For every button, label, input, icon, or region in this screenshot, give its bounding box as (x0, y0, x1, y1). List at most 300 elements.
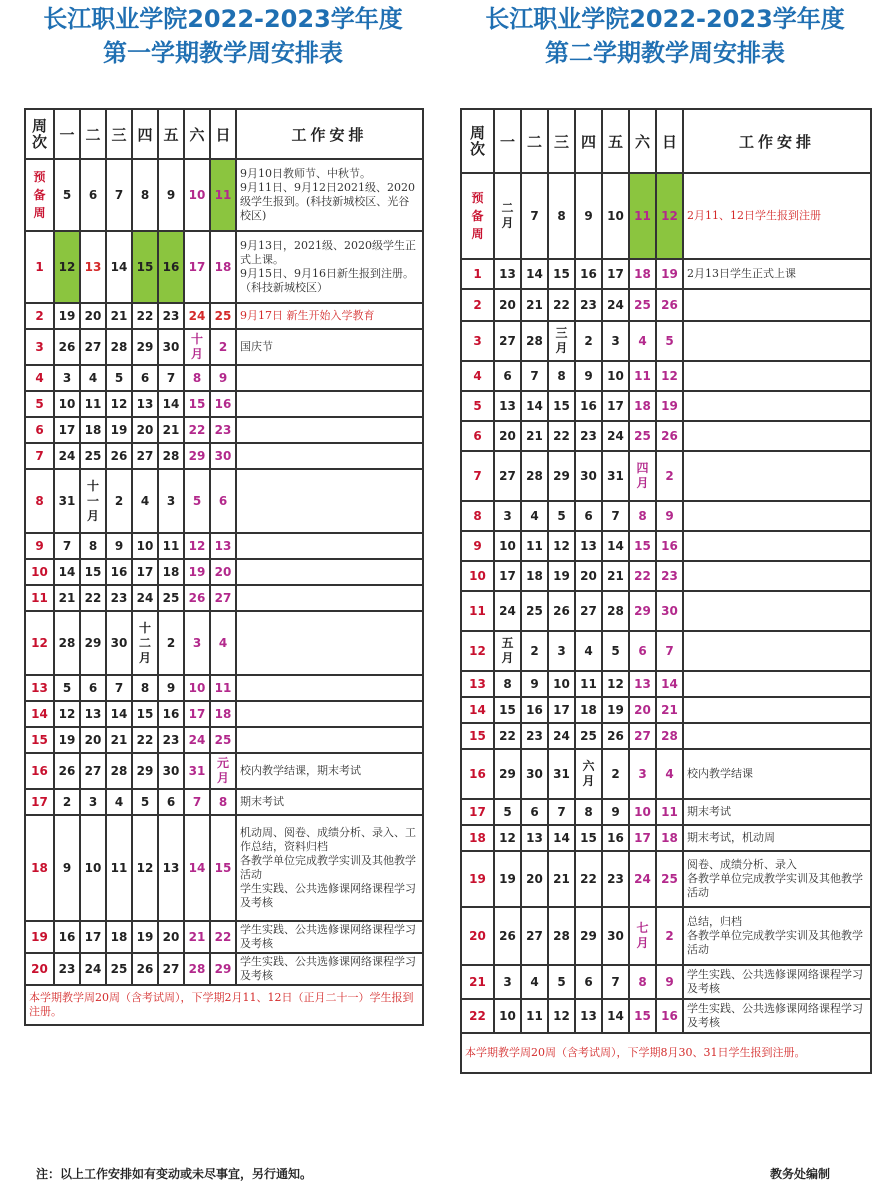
day-cell: 21 (54, 585, 80, 611)
day-cell: 23 (575, 289, 602, 321)
day-cell: 22 (132, 303, 158, 329)
day-cell: 17 (184, 231, 210, 303)
work-note (683, 531, 871, 561)
table-row (461, 749, 871, 799)
day-cell: 十 二 月 (132, 611, 158, 675)
week-number: 2 (25, 303, 54, 329)
work-note (683, 697, 871, 723)
table-row (461, 965, 871, 999)
table-row (25, 921, 423, 953)
day-cell: 10 (184, 159, 210, 231)
work-note: 期末考试 (236, 789, 423, 815)
header-day: 二 (80, 109, 106, 159)
day-cell: 4 (521, 501, 548, 531)
day-cell: 3 (494, 501, 521, 531)
day-cell: 17 (494, 561, 521, 591)
work-note (683, 289, 871, 321)
day-cell: 13 (629, 671, 656, 697)
day-cell: 15 (494, 697, 521, 723)
day-cell: 22 (629, 561, 656, 591)
table-row (461, 321, 871, 361)
day-cell: 19 (656, 259, 683, 289)
day-cell: 10 (494, 999, 521, 1033)
day-cell: 27 (521, 907, 548, 965)
day-cell: 2 (656, 907, 683, 965)
table-row (461, 825, 871, 851)
day-cell: 31 (54, 469, 80, 533)
day-cell: 3 (184, 611, 210, 675)
day-cell: 8 (80, 533, 106, 559)
day-cell: 26 (656, 289, 683, 321)
day-cell: 26 (602, 723, 629, 749)
day-cell: 25 (629, 289, 656, 321)
day-cell: 21 (158, 417, 184, 443)
day-cell: 22 (210, 921, 236, 953)
week-number: 17 (461, 799, 494, 825)
day-cell: 29 (629, 591, 656, 631)
day-cell: 31 (602, 451, 629, 501)
work-note: 机动周、阅卷、成绩分析、录入、工作总结，资料归档 各教学单位完成教学实训及其他教学活动 学生实践、公共选修课网络课程学习及考核 (236, 815, 423, 921)
semester2-schedule-table (460, 108, 872, 1074)
day-cell: 16 (521, 697, 548, 723)
day-cell: 27 (158, 953, 184, 985)
table-row (25, 953, 423, 985)
day-cell: 18 (629, 391, 656, 421)
work-note (236, 417, 423, 443)
day-cell: 13 (80, 701, 106, 727)
table-row (25, 469, 423, 533)
week-number: 19 (25, 921, 54, 953)
day-cell: 元 月 (210, 753, 236, 789)
day-cell: 6 (575, 501, 602, 531)
day-cell: 7 (521, 173, 548, 259)
week-number: 8 (25, 469, 54, 533)
day-cell: 8 (210, 789, 236, 815)
header-day: 三 (106, 109, 132, 159)
table-row (461, 561, 871, 591)
day-cell: 5 (494, 799, 521, 825)
table-footer-note: 本学期教学周20周（含考试周），下学期2月11、12日（正月二十一）学生报到注册。 (25, 985, 423, 1025)
day-cell: 21 (521, 421, 548, 451)
day-cell: 21 (184, 921, 210, 953)
semester2-title-line2: 第二学期教学周安排表 (545, 39, 785, 67)
day-cell: 10 (54, 391, 80, 417)
day-cell: 20 (521, 851, 548, 907)
day-cell: 7 (54, 533, 80, 559)
header-work: 工作安排 (236, 109, 423, 159)
day-cell: 18 (106, 921, 132, 953)
day-cell: 11 (106, 815, 132, 921)
table-row (25, 585, 423, 611)
work-note (683, 631, 871, 671)
header-day: 一 (54, 109, 80, 159)
week-number: 22 (461, 999, 494, 1033)
work-note: 2月11、12日学生报到注册 (683, 173, 871, 259)
day-cell: 6 (521, 799, 548, 825)
day-cell: 5 (54, 675, 80, 701)
work-note (683, 421, 871, 451)
day-cell: 14 (54, 559, 80, 585)
day-cell: 4 (656, 749, 683, 799)
day-cell: 3 (80, 789, 106, 815)
day-cell: 10 (548, 671, 575, 697)
day-cell: 9 (575, 361, 602, 391)
day-cell: 三 月 (548, 321, 575, 361)
day-cell: 28 (548, 907, 575, 965)
work-note (236, 469, 423, 533)
day-cell: 18 (210, 231, 236, 303)
day-cell: 13 (132, 391, 158, 417)
day-cell: 27 (494, 451, 521, 501)
week-number: 10 (25, 559, 54, 585)
day-cell: 9 (158, 675, 184, 701)
work-note (236, 727, 423, 753)
table-row (25, 815, 423, 921)
day-cell: 22 (80, 585, 106, 611)
header-day: 三 (548, 109, 575, 173)
day-cell: 十 月 (184, 329, 210, 365)
day-cell: 6 (629, 631, 656, 671)
day-cell: 26 (548, 591, 575, 631)
day-cell: 23 (158, 727, 184, 753)
day-cell: 4 (132, 469, 158, 533)
day-cell: 18 (210, 701, 236, 727)
day-cell: 29 (210, 953, 236, 985)
day-cell: 10 (602, 173, 629, 259)
day-cell: 21 (548, 851, 575, 907)
day-cell: 23 (656, 561, 683, 591)
day-cell: 27 (80, 329, 106, 365)
day-cell: 29 (80, 611, 106, 675)
day-cell: 2 (602, 749, 629, 799)
day-cell: 17 (54, 417, 80, 443)
table-row (461, 907, 871, 965)
day-cell: 24 (494, 591, 521, 631)
table-row (461, 531, 871, 561)
table-row (461, 697, 871, 723)
day-cell: 9 (210, 365, 236, 391)
day-cell: 7 (521, 361, 548, 391)
day-cell: 15 (629, 531, 656, 561)
day-cell: 10 (629, 799, 656, 825)
day-cell: 28 (54, 611, 80, 675)
week-number: 9 (25, 533, 54, 559)
day-cell: 14 (602, 999, 629, 1033)
day-cell: 16 (158, 231, 184, 303)
day-cell: 11 (521, 999, 548, 1033)
work-note (683, 723, 871, 749)
day-cell: 8 (629, 501, 656, 531)
day-cell: 8 (548, 173, 575, 259)
day-cell: 七 月 (629, 907, 656, 965)
work-note: 阅卷、成绩分析、录入 各教学单位完成教学实训及其他教学活动 (683, 851, 871, 907)
work-note (683, 361, 871, 391)
day-cell: 18 (656, 825, 683, 851)
day-cell: 5 (54, 159, 80, 231)
week-number: 2 (461, 289, 494, 321)
work-note (236, 391, 423, 417)
day-cell: 13 (575, 999, 602, 1033)
week-number: 14 (461, 697, 494, 723)
day-cell: 20 (494, 289, 521, 321)
day-cell: 9 (602, 799, 629, 825)
day-cell: 22 (494, 723, 521, 749)
day-cell: 8 (132, 675, 158, 701)
work-note (236, 533, 423, 559)
day-cell: 25 (575, 723, 602, 749)
day-cell: 9 (656, 965, 683, 999)
day-cell: 21 (106, 303, 132, 329)
week-number: 15 (25, 727, 54, 753)
day-cell: 11 (158, 533, 184, 559)
work-note (236, 675, 423, 701)
week-number: 预 备 周 (25, 159, 54, 231)
week-number: 20 (461, 907, 494, 965)
day-cell: 5 (132, 789, 158, 815)
day-cell: 10 (80, 815, 106, 921)
day-cell: 14 (548, 825, 575, 851)
day-cell: 十 一 月 (80, 469, 106, 533)
day-cell: 16 (158, 701, 184, 727)
day-cell: 22 (132, 727, 158, 753)
day-cell: 7 (602, 501, 629, 531)
day-cell: 12 (656, 361, 683, 391)
day-cell: 27 (132, 443, 158, 469)
day-cell: 13 (158, 815, 184, 921)
day-cell: 2 (210, 329, 236, 365)
day-cell: 11 (656, 799, 683, 825)
work-note: 学生实践、公共选修课网络课程学习及考核 (236, 921, 423, 953)
day-cell: 14 (521, 259, 548, 289)
day-cell: 18 (575, 697, 602, 723)
week-number: 1 (461, 259, 494, 289)
day-cell: 21 (106, 727, 132, 753)
day-cell: 4 (80, 365, 106, 391)
day-cell: 25 (656, 851, 683, 907)
day-cell: 12 (54, 701, 80, 727)
table-row (25, 559, 423, 585)
day-cell: 15 (210, 815, 236, 921)
day-cell: 6 (494, 361, 521, 391)
week-number: 16 (461, 749, 494, 799)
table-row (461, 671, 871, 697)
day-cell: 10 (494, 531, 521, 561)
week-number: 5 (25, 391, 54, 417)
day-cell: 24 (184, 303, 210, 329)
work-note: 2月13日学生正式上课 (683, 259, 871, 289)
semester1-title-line1: 长江职业学院2022-2023学年度 (43, 5, 403, 33)
day-cell: 28 (106, 329, 132, 365)
day-cell: 20 (132, 417, 158, 443)
day-cell: 30 (106, 611, 132, 675)
week-number: 13 (25, 675, 54, 701)
day-cell: 13 (575, 531, 602, 561)
day-cell: 5 (602, 631, 629, 671)
work-note (236, 559, 423, 585)
day-cell: 六 月 (575, 749, 602, 799)
day-cell: 19 (602, 697, 629, 723)
table-row (461, 259, 871, 289)
table-row (461, 421, 871, 451)
day-cell: 12 (54, 231, 80, 303)
day-cell: 11 (629, 361, 656, 391)
work-note: 校内教学结课 (683, 749, 871, 799)
day-cell: 16 (602, 825, 629, 851)
day-cell: 11 (629, 173, 656, 259)
day-cell: 23 (106, 585, 132, 611)
day-cell: 7 (106, 159, 132, 231)
day-cell: 19 (132, 921, 158, 953)
day-cell: 3 (629, 749, 656, 799)
day-cell: 29 (494, 749, 521, 799)
table-row (461, 361, 871, 391)
week-number: 21 (461, 965, 494, 999)
week-number: 6 (461, 421, 494, 451)
day-cell: 9 (575, 173, 602, 259)
day-cell: 13 (80, 231, 106, 303)
day-cell: 5 (184, 469, 210, 533)
day-cell: 7 (548, 799, 575, 825)
day-cell: 25 (629, 421, 656, 451)
day-cell: 3 (602, 321, 629, 361)
day-cell: 12 (106, 391, 132, 417)
day-cell: 2 (158, 611, 184, 675)
table-row (461, 723, 871, 749)
work-note (683, 321, 871, 361)
day-cell: 24 (602, 421, 629, 451)
day-cell: 22 (184, 417, 210, 443)
day-cell: 19 (106, 417, 132, 443)
work-note: 期末考试，机动周 (683, 825, 871, 851)
day-cell: 15 (132, 231, 158, 303)
table-row (25, 443, 423, 469)
work-note (683, 561, 871, 591)
week-number: 4 (461, 361, 494, 391)
day-cell: 7 (158, 365, 184, 391)
day-cell: 21 (602, 561, 629, 591)
day-cell: 8 (548, 361, 575, 391)
work-note (683, 591, 871, 631)
week-number: 13 (461, 671, 494, 697)
day-cell: 12 (656, 173, 683, 259)
day-cell: 2 (54, 789, 80, 815)
table-row (25, 611, 423, 675)
table-row (25, 533, 423, 559)
semester1-title-line2: 第一学期教学周安排表 (103, 39, 343, 67)
day-cell: 16 (210, 391, 236, 417)
work-note: 总结，归档 各教学单位完成教学实训及其他教学活动 (683, 907, 871, 965)
day-cell: 30 (521, 749, 548, 799)
day-cell: 4 (210, 611, 236, 675)
day-cell: 30 (602, 907, 629, 965)
day-cell: 18 (80, 417, 106, 443)
day-cell: 26 (494, 907, 521, 965)
day-cell: 3 (494, 965, 521, 999)
day-cell: 9 (54, 815, 80, 921)
day-cell: 24 (548, 723, 575, 749)
day-cell: 6 (210, 469, 236, 533)
day-cell: 17 (548, 697, 575, 723)
day-cell: 28 (184, 953, 210, 985)
table-row (461, 501, 871, 531)
day-cell: 15 (184, 391, 210, 417)
semester2-title (460, 2, 870, 70)
work-note: 9月13日，2021级、2020级学生正式上课。 9月15日、9月16日新生报到注册。（科技新城校区） (236, 231, 423, 303)
week-number: 19 (461, 851, 494, 907)
week-number: 7 (461, 451, 494, 501)
day-cell: 15 (548, 391, 575, 421)
table-row (25, 231, 423, 303)
day-cell: 四 月 (629, 451, 656, 501)
day-cell: 2 (575, 321, 602, 361)
day-cell: 19 (656, 391, 683, 421)
day-cell: 28 (521, 451, 548, 501)
day-cell: 11 (210, 159, 236, 231)
day-cell: 29 (132, 753, 158, 789)
day-cell: 17 (184, 701, 210, 727)
day-cell: 8 (184, 365, 210, 391)
work-note (236, 701, 423, 727)
day-cell: 16 (54, 921, 80, 953)
day-cell: 26 (54, 753, 80, 789)
day-cell: 五 月 (494, 631, 521, 671)
day-cell: 24 (602, 289, 629, 321)
day-cell: 14 (184, 815, 210, 921)
week-number: 18 (461, 825, 494, 851)
day-cell: 14 (158, 391, 184, 417)
week-number: 预 备 周 (461, 173, 494, 259)
table-row (461, 391, 871, 421)
day-cell: 25 (106, 953, 132, 985)
table-row (461, 999, 871, 1033)
header-day: 日 (656, 109, 683, 173)
day-cell: 18 (158, 559, 184, 585)
day-cell: 19 (494, 851, 521, 907)
table-row (461, 591, 871, 631)
day-cell: 16 (656, 999, 683, 1033)
header-day: 六 (629, 109, 656, 173)
day-cell: 6 (158, 789, 184, 815)
day-cell: 3 (548, 631, 575, 671)
header-day: 二 (521, 109, 548, 173)
day-cell: 25 (158, 585, 184, 611)
day-cell: 11 (521, 531, 548, 561)
day-cell: 22 (575, 851, 602, 907)
day-cell: 18 (521, 561, 548, 591)
header-week: 周 次 (461, 109, 494, 173)
day-cell: 25 (210, 727, 236, 753)
work-note (236, 365, 423, 391)
day-cell: 2 (656, 451, 683, 501)
semester1-title (24, 2, 422, 70)
work-note (236, 611, 423, 675)
day-cell: 26 (132, 953, 158, 985)
week-number: 16 (25, 753, 54, 789)
day-cell: 29 (575, 907, 602, 965)
day-cell: 28 (656, 723, 683, 749)
day-cell: 14 (521, 391, 548, 421)
day-cell: 9 (521, 671, 548, 697)
day-cell: 30 (158, 753, 184, 789)
table-row (461, 851, 871, 907)
day-cell: 12 (132, 815, 158, 921)
week-number: 11 (25, 585, 54, 611)
day-cell: 12 (548, 531, 575, 561)
day-cell: 26 (656, 421, 683, 451)
day-cell: 30 (210, 443, 236, 469)
day-cell: 26 (106, 443, 132, 469)
day-cell: 29 (184, 443, 210, 469)
